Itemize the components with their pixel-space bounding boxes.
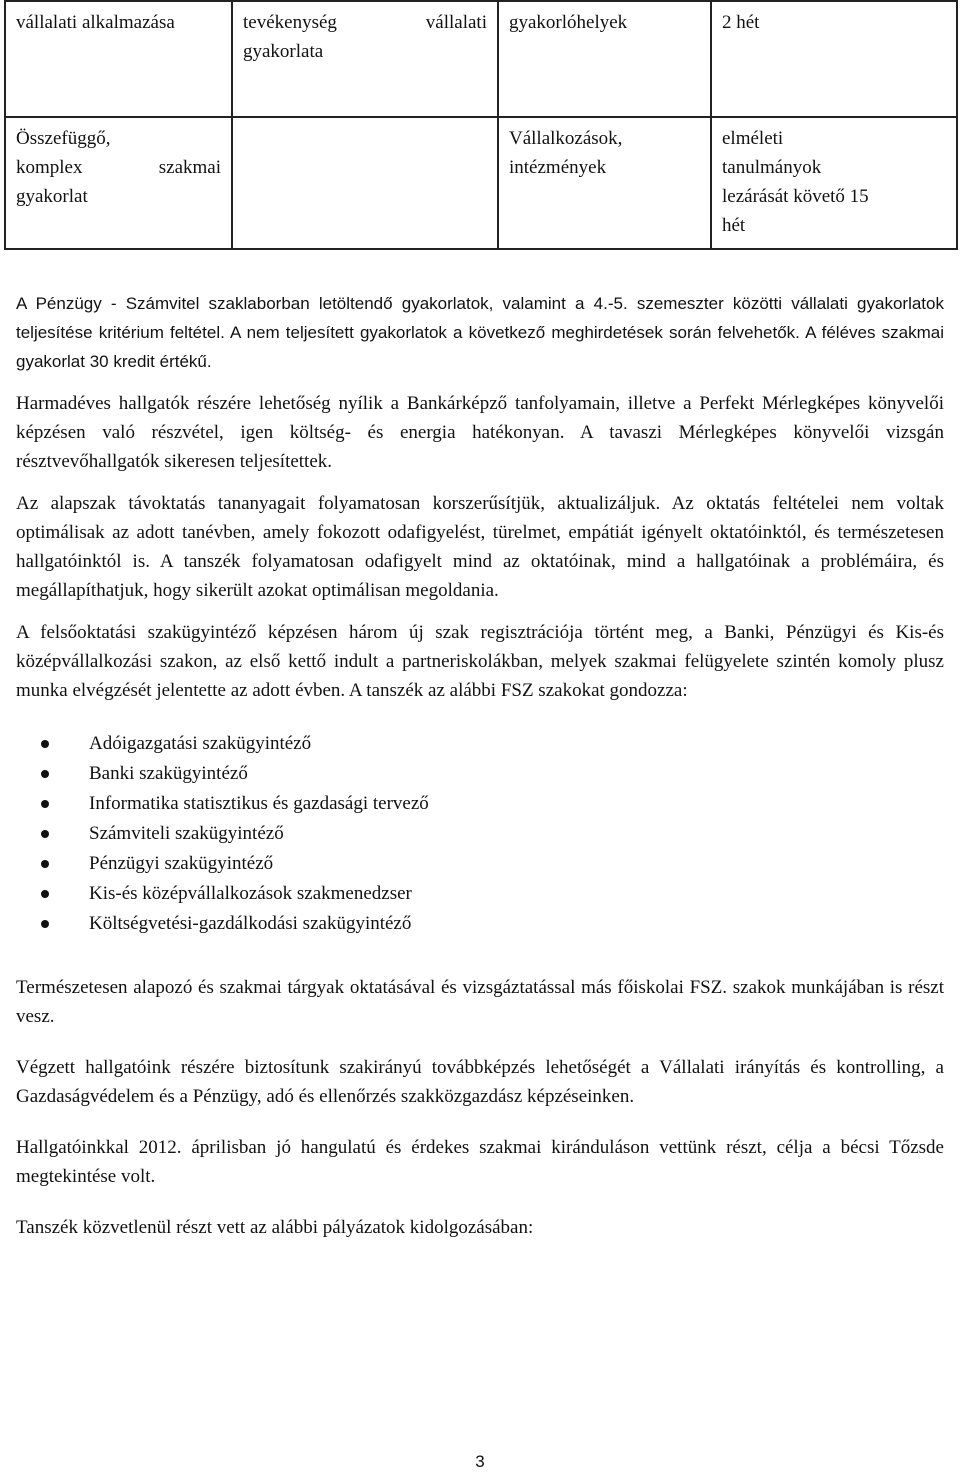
bullet-icon [41,830,49,838]
page-number: 3 [475,1452,485,1471]
paragraph-other-fsz-teaching: Természetesen alapozó és szakmai tárgyak oktatásával és vizsgáztatással más főiskolai FSZ. szakok munkájában is részt vesz. [16,977,944,1027]
table-cell [5,117,232,249]
cell-line: elméleti [722,128,784,149]
list-item: Banki szakügyintéző [16,759,944,789]
fsz-program-list [16,729,944,939]
practice-schedule-table [4,0,958,250]
cell-line: lezárását követő 15 [722,186,869,207]
table-cell [498,117,711,249]
table-cell [232,117,498,249]
paragraph-further-training: Végzett hallgatóink részére biztosítunk szakirányú továbbképzés lehetőségét a Vállalati irányítás és kontrolling, a Gazdaságvédelem és a Pénzügy, adó és ellenőrzés szakközgazdász képzéseinken. [16,1057,944,1107]
cell-line: intézmények [509,157,607,178]
cell-line: komplex szakmai [16,157,221,178]
cell-line: tevékenység vállalati [243,12,487,33]
table-row [5,1,957,117]
cell-line: Összefüggő, [16,128,111,149]
table-cell [232,1,498,117]
bullet-icon [41,920,49,928]
cell-line: gyakorlata [243,41,324,62]
list-item: Költségvetési-gazdálkodási szakügyintéző [16,909,944,939]
list-item: Pénzügyi szakügyintéző [16,849,944,879]
paragraph-excursion: Hallgatóinkkal 2012. áprilisban jó hangulatú és érdekes szakmai kiránduláson vettünk részt, célja a bécsi Tőzsde megtekintése volt. [16,1137,944,1187]
list-item: Kis-és középvállalkozások szakmenedzser [16,879,944,909]
list-item: Informatika statisztikus és gazdasági tervező [16,789,944,819]
bullet-icon [41,800,49,808]
cell-line: gyakorlat [16,186,88,207]
cell-line: Vállalkozások, [509,128,623,149]
table-cell: vállalati alkalmazása [5,1,232,117]
document-body [16,289,944,1255]
bullet-icon [41,770,49,778]
table-cell: 2 hét [711,1,957,117]
paragraph-tenders: Tanszék közvetlenül részt vett az alábbi pályázatok kidolgozásában: [16,1217,534,1238]
paragraph-fsz-programs: A felsőoktatási szakügyintéző képzésen három új szak regisztrációja történt meg, a Banki, Pénzügyi és Kis-és középvállalkozási szakon, az első kettő indult a partneriskolákban, melyek szakmai felügyelete szintén komoly plusz munka elvégzését jelentette az adott évben. A tanszék az alábbi FSZ szakokat gondozza: [16,622,944,701]
bullet-icon [41,740,49,748]
paragraph-distance-learning: Az alapszak távoktatás tananyagait folyamatosan korszerűsítjük, aktualizáljuk. Az oktatás feltételei nem voltak optimálisak az adott tanévben, amely fokozott odafigyelést, türelmet, empátiát igényelt oktatóinktól, és természetesen hallgatóinktól is. A tanszék folyamatosan odafigyelt mind az oktatóinak, mind a hallgatóinak a problémáira, és megállapíthatjuk, hogy sikerült azokat optimálisan megoldania. [16,493,944,601]
bullet-icon [41,860,49,868]
list-item: Számviteli szakügyintéző [16,819,944,849]
table-cell: gyakorlóhelyek [498,1,711,117]
table-row [5,117,957,249]
paragraph-third-year-students: Harmadéves hallgatók részére lehetőség nyílik a Bankárképző tanfolyamain, illetve a Perfekt Mérlegképes könyvelői képzésen való részvétel, igen költség- és energia hatékonyan. A tavaszi Mérlegképes könyvelői vizsgán résztvevőhallgatók sikeresen teljesítettek. [16,393,944,472]
cell-line: tanulmányok [722,157,822,178]
paragraph-practice-requirements: A Pénzügy - Számvitel szaklaborban letöltendő gyakorlatok, valamint a 4.-5. szemeszter közötti vállalati gyakorlatok teljesítése kritérium feltétel. A nem teljesített gyakorlatok a következő meghirdetések során felvehetők. A féléves szakmai gyakorlat 30 kredit értékű. [16,294,944,371]
table-cell [711,117,957,249]
bullet-icon [41,890,49,898]
cell-line: hét [722,215,746,236]
list-item: Adóigazgatási szakügyintéző [16,729,944,759]
